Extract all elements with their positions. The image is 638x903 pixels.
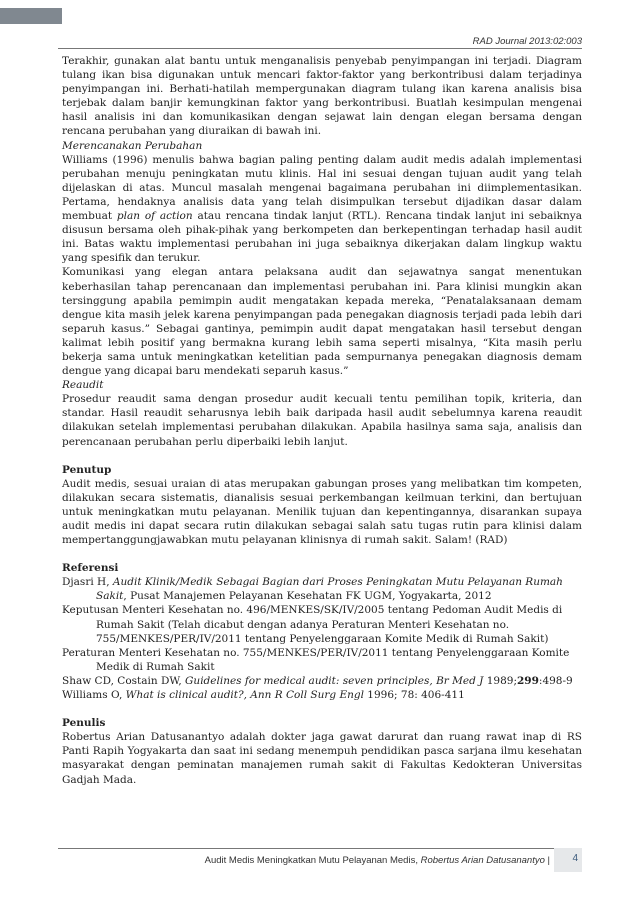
closing-heading: Penutup <box>62 463 112 476</box>
reference-item: Peraturan Menteri Kesehatan no. 755/MENKES/PER/IV/2011 tentang Penyelenggaraan Komite Medik di Rumah Sakit <box>62 646 570 673</box>
corner-tab <box>0 8 62 24</box>
paragraph-williams-rest: atau rencana tindak lanjut (RTL). Rencana tindak lanjut ini sebaiknya disusun bersama oleh pihak-pihak yang berkompeten dan berkepentingan terhadap hasil audit ini. Batas waktu implementasi perubahan ini juga sebaiknya dikerjakan dalam lingkup waktu yang spesifik dan terukur. <box>62 210 582 265</box>
reference-item <box>62 688 582 702</box>
footer-author: Robertus Arian Datusanantyo <box>420 855 545 866</box>
ref-author: Djasri H, <box>62 576 110 589</box>
paragraph-williams <box>62 153 582 266</box>
author-paragraph: Robertus Arian Datusanantyo adalah dokter jaga gawat darurat dan ruang rawat inap di RS Panti Rapih Yogyakarta dan saat ini sedang menempuh pendidikan pasca sarjana ilmu kesehatan masyarakat dengan peminatan manajemen rumah sakit di Fakultas Kedokteran Universitas Gadjah Mada. <box>62 731 582 786</box>
plan-of-action-term: plan of action <box>116 210 193 223</box>
ref-author: Williams O, <box>62 689 123 702</box>
reference-item <box>62 575 582 603</box>
paragraph-reaudit: Prosedur reaudit sama dengan prosedur audit kecuali tentu pemilihan topik, kriteria, dan standar. Hasil reaudit seharusnya lebih baik daripada hasil audit sebelumnya karena reaudit dilakukan setelah implementasi perubahan dilakukan. Apabila hasilnya sama saja, analisis dan perencanaan perubahan perlu diperbaiki lebih lanjut. <box>62 393 582 448</box>
section-gap <box>62 449 582 463</box>
page-content <box>62 54 582 787</box>
section-gap <box>62 702 582 716</box>
ref-title: Guidelines for medical audit: seven principles, Br Med J <box>185 674 484 687</box>
paragraph-analysis: Terakhir, gunakan alat bantu untuk menganalisis penyebab penyimpangan ini terjadi. Diagram tulang ikan bisa digunakan untuk mencari faktor-faktor yang berkontribusi dalam terjadinya penyimpangan ini. Berhati-hatilah mempergunakan diagram tulang ikan karena analisis bisa terjebak dalam banjir kemungkinan faktor yang berkontribusi. Buatlah kesimpulan mengenai hasil analisis ini dan komunikasikan dengan sejawat lain dengan elegan bersama dengan rencana perubahan yang diuraikan di bawah ini. <box>62 55 582 138</box>
footer-separator: | <box>547 855 550 866</box>
ref-title: Audit Klinik/Medik Sebagai Bagian dari Proses Peningkatan Mutu Pelayanan Rumah Sakit <box>96 576 563 603</box>
ref-year: 1996; 78: 406-411 <box>367 689 465 702</box>
paragraph-williams-text: Williams (1996) menulis bahwa bagian paling penting dalam audit medis adalah implementasi perubahan menuju peningkatan mutu klinis. Hal ini sesuai dengan tujuan audit yang telah dijelaskan di atas. Muncul masalah mengenai bagaimana perubahan ini diimplementasikan. Pertama, hendaknya analisis data yang telah disimpulkan tersebut dijadikan dasar dalam membuat <box>62 153 582 223</box>
ref-author: Shaw CD, Costain DW, <box>62 674 182 687</box>
paragraph-communication: Komunikasi yang elegan antara pelaksana audit dan sejawatnya sangat menentukan keberhasilan tahap perencanaan dan implementasi perubahan ini. Para klinisi mungkin akan tersinggung apabila pemimpin audit mengatakan kepada mereka, “Penatalaksanaan demam dengue kita masih jelek karena penyimpangan pada penegakan diagnosis terjadi pada lebih dari separuh kasus.” Sebagai gantinya, pemimpin audit dapat mengatakan hasil tersebut dengan kalimat lebih positif yang bermakna kurang lebih sama seperti misalnya, “Kita masih perlu bekerja sama untuk meningkatkan ketelitian pada sempurnanya penegakan diagnosis demam dengue yang dicapai baru mendekati separuh kasus.” <box>62 266 582 378</box>
header-rule <box>58 48 582 49</box>
reference-item: Keputusan Menteri Kesehatan no. 496/MENKES/SK/IV/2005 tentang Pedoman Audit Medis di Rumah Sakit (Telah dicabut dengan adanya Peraturan Menteri Kesehatan no. 755/MENKES/PER/IV/2011 tentang Penyelenggaraan Komite Medik di Rumah Sakit) <box>62 604 563 645</box>
footer-title: Audit Medis Meningkatkan Mutu Pelayanan Medis, <box>204 855 418 866</box>
ref-volume: 299 <box>516 674 539 687</box>
references-heading: Referensi <box>62 562 119 575</box>
subheading-reaudit: Reaudit <box>62 379 104 392</box>
ref-title: What is clinical audit?, Ann R Coll Surg Engl <box>125 689 364 702</box>
footer-rule <box>58 848 582 849</box>
author-heading: Penulis <box>62 717 106 730</box>
subheading-plan: Merencanakan Perubahan <box>62 139 203 152</box>
ref-publisher: , Pusat Manajemen Pelayanan Kesehatan FK UGM, Yogyakarta, 2012 <box>123 590 492 603</box>
ref-year: 1989; <box>486 674 517 687</box>
section-gap <box>62 547 582 561</box>
page-number: 4 <box>572 853 578 864</box>
closing-paragraph: Audit medis, sesuai uraian di atas merupakan gabungan proses yang melibatkan tim kompeten, dilakukan secara sistematis, dianalisis sesuai perkembangan keilmuan terkini, dan bertujuan untuk meningkatkan mutu pelayanan. Menilik tujuan dan kepentingannya, disarankan supaya audit medis ini dapat secara rutin dilakukan sebagai salah satu tugas rutin para klinisi dalam mempertanggungjawabkan mutu pelayanan klinisnya di rumah sakit. Salam! (RAD) <box>62 477 582 547</box>
ref-pages: :498-9 <box>538 674 573 687</box>
reference-item <box>62 674 582 688</box>
footer-text <box>205 855 550 866</box>
running-header: RAD Journal 2013:02:003 <box>472 36 582 47</box>
